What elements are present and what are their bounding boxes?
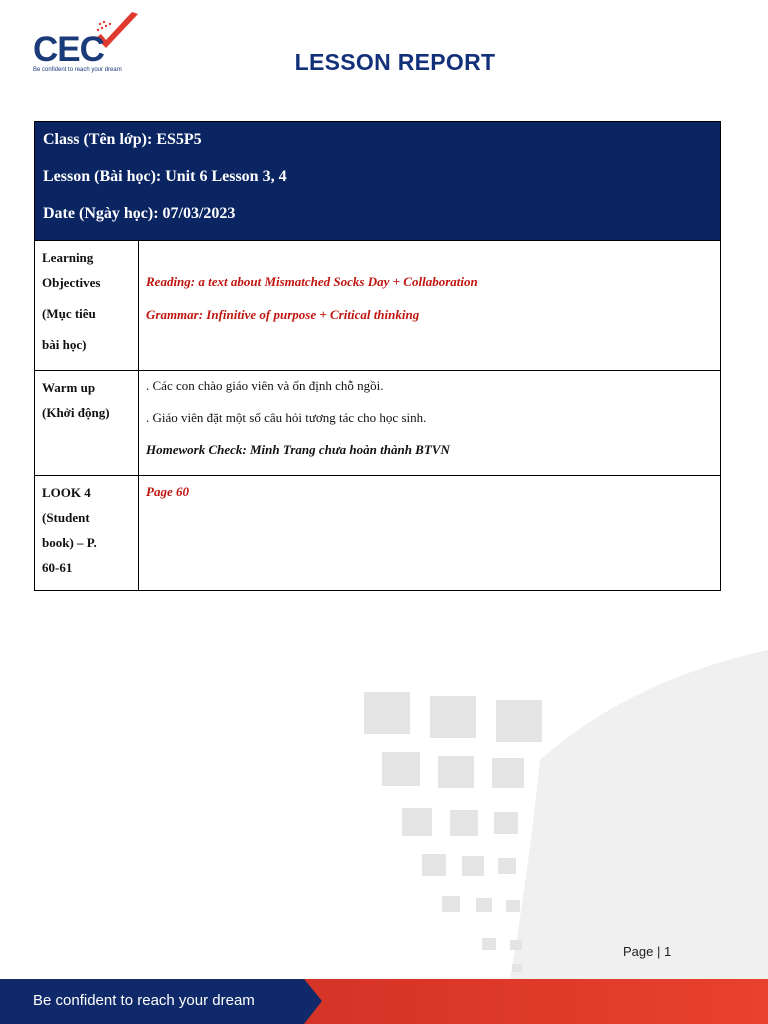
table-row <box>35 371 721 476</box>
warm-up-content <box>139 371 721 476</box>
objective-grammar: Grammar: Infinitive of purpose + Critical thinking <box>146 307 420 322</box>
logo-tagline: Be confident to reach your dream <box>33 67 122 73</box>
table-row <box>35 241 721 371</box>
footer-banner <box>0 979 768 1024</box>
learning-objectives-content <box>139 241 721 371</box>
look-content <box>139 476 721 591</box>
report-header <box>35 122 721 241</box>
look-label: LOOK 4 (Student book) – P. 60-61 <box>35 476 139 591</box>
footer-slogan: Be confident to reach your dream <box>33 992 255 1009</box>
homework-check: Homework Check: Minh Trang chưa hoàn thành BTVN <box>146 442 450 457</box>
page-title: LESSON REPORT <box>294 49 496 75</box>
date-line: Date (Ngày học): 07/03/2023 <box>43 205 236 222</box>
page-number: Page | 1 <box>623 944 672 959</box>
lesson-line: Lesson (Bài học): Unit 6 Lesson 3, 4 <box>43 168 287 185</box>
warm-up-item: . Giáo viên đặt một số câu hỏi tương tác cho học sinh. <box>146 410 427 425</box>
lesson-report-table <box>34 121 721 591</box>
objective-reading: Reading: a text about Mismatched Socks Day + Collaboration <box>146 274 478 289</box>
watermark-graphic <box>330 640 768 980</box>
logo-wordmark: CEC <box>33 30 104 69</box>
warm-up-label: Warm up (Khởi động) <box>35 371 139 476</box>
learning-objectives-label: Learning Objectives (Mục tiêu bài học) <box>35 241 139 371</box>
table-row <box>35 476 721 591</box>
warm-up-item: . Các con chào giáo viên và ổn định chỗ ngồi. <box>146 378 384 393</box>
class-line: Class (Tên lớp): ES5P5 <box>43 131 202 148</box>
look-page: Page 60 <box>146 484 189 499</box>
